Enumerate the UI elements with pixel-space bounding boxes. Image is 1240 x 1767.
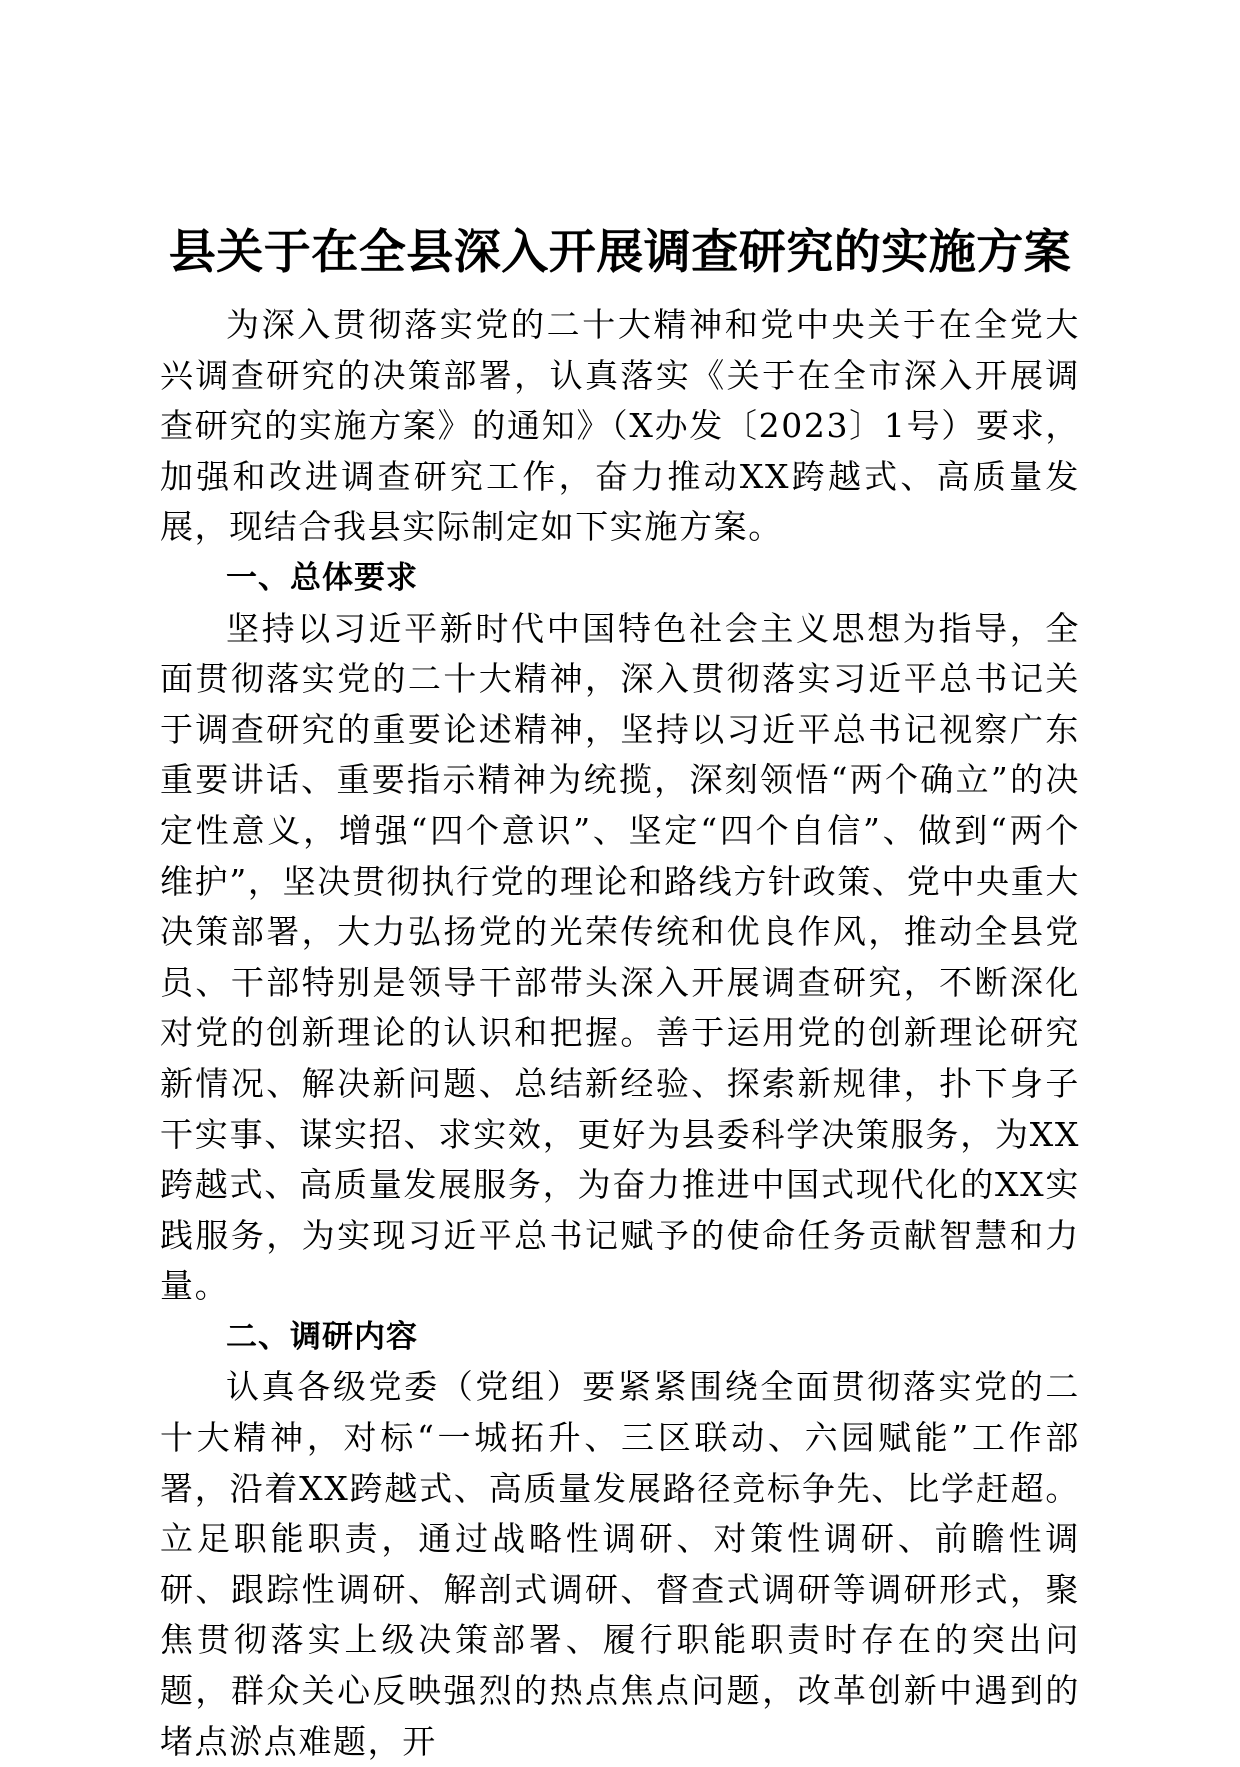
- section-heading-research-content: 二、调研内容: [226, 1318, 418, 1355]
- section-body-research-content: 认真各级党委（党组）要紧紧围绕全面贯彻落实党的二十大精神，对标“一城拓升、三区联动、六园赋能”工作部署，沿着XX跨越式、高质量发展路径竞标争先、比学赶超。立足职能职责，通过战略性调研、对策性调研、前瞻性调研、跟踪性调研、解剖式调研、督查式调研等调研形式，聚焦贯彻落实上级决策部署、履行职能职责时存在的突出问题，群众关心反映强烈的热点焦点问题，改革创新中遇到的堵点淤点难题，开: [160, 1367, 1080, 1761]
- document-title: 县关于在全县深入开展调查研究的实施方案: [168, 225, 1072, 280]
- document-body: [160, 300, 1080, 1767]
- section-heading-general-requirements: 一、总体要求: [226, 559, 418, 596]
- intro-paragraph: 为深入贯彻落实党的二十大精神和党中央关于在全党大兴调查研究的决策部署，认真落实《关于在全市深入开展调查研究的实施方案》的通知》（X办发〔2023〕1号）要求，加强和改进调查研究工作，奋力推动XX跨越式、高质量发展，现结合我县实际制定如下实施方案。: [160, 305, 1080, 547]
- section-body-general-requirements: 坚持以习近平新时代中国特色社会主义思想为指导，全面贯彻落实党的二十大精神，深入贯彻落实习近平总书记关于调查研究的重要论述精神，坚持以习近平总书记视察广东重要讲话、重要指示精神为统揽，深刻领悟“两个确立”的决定性意义，增强“四个意识”、坚定“四个自信”、做到“两个维护”，坚决贯彻执行党的理论和路线方针政策、党中央重大决策部署，大力弘扬党的光荣传统和优良作风，推动全县党员、干部特别是领导干部带头深入开展调查研究，不断深化对党的创新理论的认识和把握。善于运用党的创新理论研究新情况、解决新问题、总结新经验、探索新规律，扑下身子干实事、谋实招、求实效，更好为县委科学决策服务，为XX跨越式、高质量发展服务，为奋力推进中国式现代化的XX实践服务，为实现习近平总书记赋予的使命任务贡献智慧和力量。: [160, 608, 1080, 1306]
